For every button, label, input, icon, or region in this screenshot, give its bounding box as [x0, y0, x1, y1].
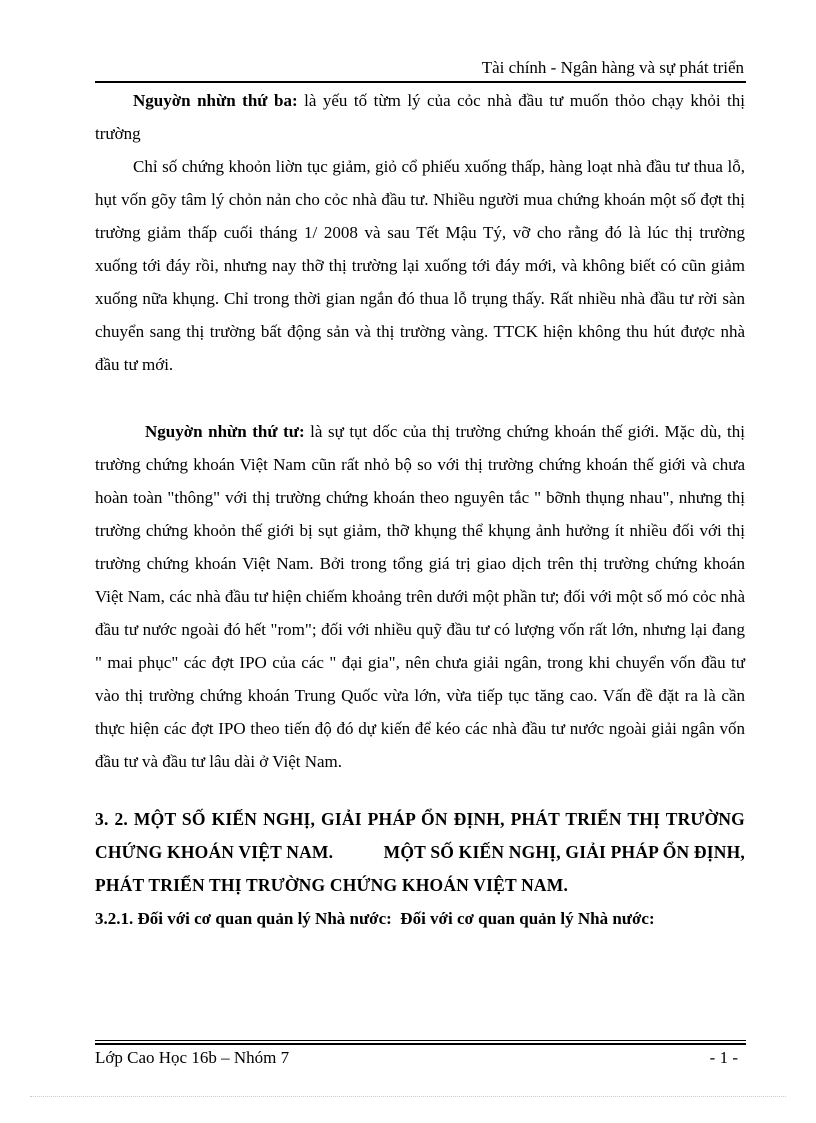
page-content: [95, 84, 745, 935]
page-bottom-dotted-line: [30, 1096, 786, 1097]
page-number: - 1 -: [709, 1048, 738, 1067]
header-rule: [95, 81, 746, 83]
footer-rule-thin: [95, 1040, 746, 1041]
fourth-cause-label: Nguyờn nhừn thứ tư:: [145, 422, 305, 441]
running-header: Tài chính - Ngân hàng và sự phát triển: [481, 58, 744, 77]
paragraph-third-cause: [95, 84, 745, 150]
fourth-cause-text: là sự tụt dốc của thị trường chứng khoán thế giới. Mặc dù, thị trường chứng khoán Việt Nam cũn rất nhỏ bộ so với thị trường chứng khoán thế giới và chưa hoàn toàn "thông" với thị trường chứng khoán theo nguyên tắc " bỡnh thụng nhau", nhưng thị trường chứng khoỏn thế giới bị sụt giảm, thỡ khụng thể khụng ảnh hưởng ít nhiều đối với thị trường chứng khoán Việt Nam. Bởi trong tổng giá trị giao dịch trên thị trường chứng khoán Việt Nam, các nhà đầu tư hiện chiếm khoảng trên dưới một phần tư; đối với một số mó cỏc nhà đầu tư nước ngoài đó hết "rom"; đối với nhiều quỹ đầu tư có lượng vốn rất lớn, nhưng lại đang " mai phục" các đợt IPO của các " đại gia", nên chưa giải ngân, trong khi chuyển vốn đầu tư vào thị trường chứng khoán Trung Quốc vừa lớn, vừa tiếp tục tăng cao. Vấn đề đặt ra là cần thực hiện các đợt IPO theo tiến độ đó dự kiến để kéo các nhà đầu tư nước ngoài giải ngân vốn đầu tư và đầu tư lâu dài ở Việt Nam.: [95, 422, 745, 771]
paragraph-gap: [95, 381, 745, 415]
paragraph-market-decline: Chỉ số chứng khoỏn liờn tục giảm, giỏ cổ phiếu xuống thấp, hàng loạt nhà đầu tư thua lỗ, hụt vốn gõy tâm lý chỏn nản cho cỏc nhà đầu tư. Nhiều người mua chứng khoán một số đợt thị trường giảm thấp cuối tháng 1/ 2008 và sau Tết Mậu Tý, vỡ cho rằng đó là lúc thị trường xuống tới đáy rồi, nhưng nay thỡ thị trường lại xuống tới đáy mới, và không biết có cũn giảm xuống nữa khụng. Chỉ trong thời gian ngắn đó thua lỗ trụng thấy. Rất nhiều nhà đầu tư rời sàn chuyển sang thị trường bất động sản và thị trường vàng. TTCK hiện không thu hút được nhà đầu tư mới.: [95, 157, 745, 374]
third-cause-label: Nguyờn nhừn thứ ba:: [133, 91, 298, 110]
section-gap: [95, 778, 745, 803]
section-heading: 3. 2. MỘT SỐ KIẾN NGHỊ, GIẢI PHÁP ỔN ĐỊNH, PHÁT TRIỂN THỊ TRƯỜNG CHỨNG KHOÁN VIỆT NAM. MỘT SỐ KIẾN NGHỊ, GIẢI PHÁP ỔN ĐỊNH, PHÁT TRIỂN THỊ TRƯỜNG CHỨNG KHOÁN VIỆT NAM.: [95, 809, 745, 895]
third-cause-text: là yếu tố từm lý của cỏc nhà đầu tư muốn thỏo chạy khỏi thị trường: [95, 91, 745, 143]
paragraph-fourth-cause: [95, 415, 745, 778]
footer-class-label: Lớp Cao Học 16b – Nhóm 7: [95, 1048, 290, 1067]
subsection-heading: 3.2.1. Đối với cơ quan quản lý Nhà nước: Đối với cơ quan quản lý Nhà nước:: [95, 909, 655, 928]
footer-rule-thick: [95, 1043, 746, 1045]
